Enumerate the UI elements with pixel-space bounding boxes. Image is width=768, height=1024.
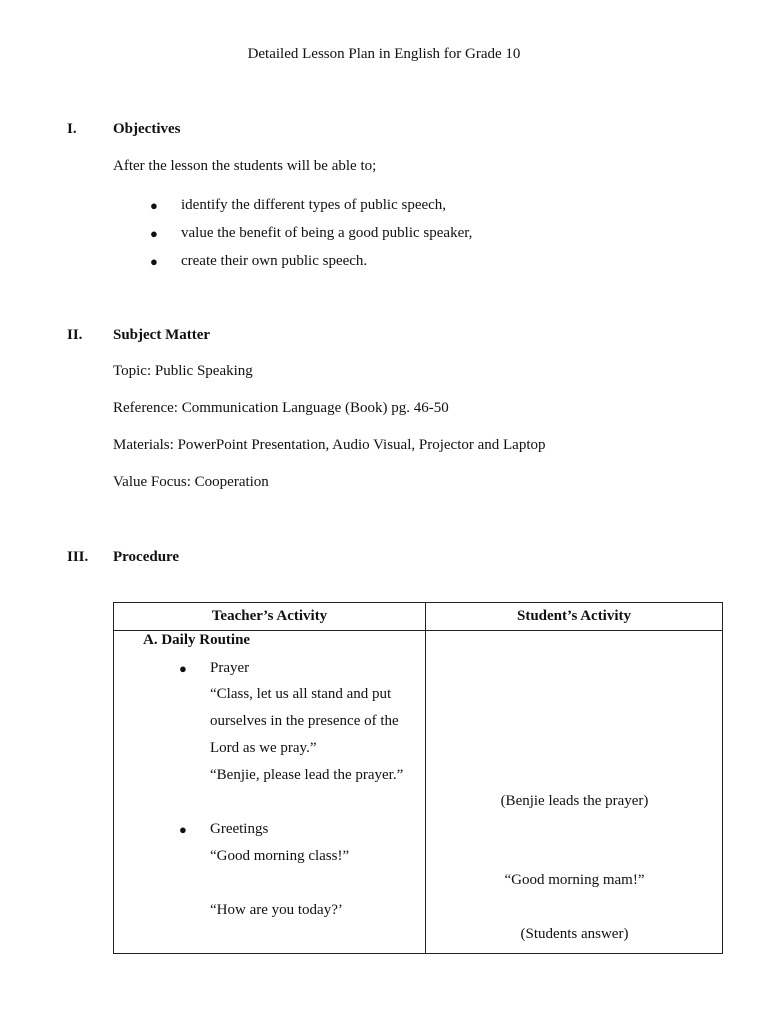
- student-line: (Benjie leads the prayer): [500, 793, 649, 809]
- table-header-row: [114, 603, 723, 631]
- objective-item: value the benefit of being a good public speaker,: [181, 225, 473, 241]
- procedure-heading: Procedure: [113, 549, 180, 565]
- student-activity-cell: [426, 631, 723, 954]
- reference-line: Reference: Communication Language (Book) pg. 46-50: [113, 400, 449, 416]
- topic-line: Topic: Public Speaking: [113, 363, 253, 379]
- teacher-line: “Class, let us all stand and put: [210, 686, 392, 702]
- teacher-line: “Good morning class!”: [210, 848, 350, 864]
- objective-item: create their own public speech.: [181, 253, 368, 269]
- document-title: Detailed Lesson Plan in English for Grade 10: [247, 46, 521, 62]
- objectives-intro: After the lesson the students will be able to;: [113, 158, 377, 174]
- procedure-number: III.: [67, 549, 89, 565]
- daily-routine-heading: A. Daily Routine: [143, 632, 251, 648]
- bullet-icon: ●: [150, 226, 158, 241]
- materials-line: Materials: PowerPoint Presentation, Audio Visual, Projector and Laptop: [113, 437, 546, 453]
- table-row: [114, 631, 723, 954]
- bullet-icon: ●: [179, 661, 187, 676]
- subject-matter-number: II.: [67, 327, 83, 343]
- objectives-number: I.: [67, 121, 77, 137]
- teacher-line: ourselves in the presence of the: [210, 713, 399, 729]
- bullet-icon: ●: [150, 254, 158, 269]
- value-focus-line: Value Focus: Cooperation: [113, 474, 269, 490]
- procedure-table: [113, 602, 723, 954]
- bullet-icon: ●: [179, 822, 187, 837]
- teacher-line: Lord as we pray.”: [210, 740, 317, 756]
- teacher-line: “Benjie, please lead the prayer.”: [210, 767, 404, 783]
- objectives-heading: Objectives: [113, 121, 181, 137]
- subject-matter-heading: Subject Matter: [113, 327, 211, 343]
- student-line: “Good morning mam!”: [504, 872, 645, 888]
- student-activity-header: Student’s Activity: [426, 603, 723, 631]
- objective-item: identify the different types of public speech,: [181, 197, 447, 213]
- bullet-icon: ●: [150, 198, 158, 213]
- greetings-label: Greetings: [210, 821, 269, 837]
- prayer-label: Prayer: [210, 660, 250, 676]
- student-line: (Students answer): [520, 926, 629, 942]
- teacher-activity-cell: [114, 631, 426, 954]
- teacher-activity-header: Teacher’s Activity: [114, 603, 426, 631]
- teacher-line: “How are you today?’: [210, 902, 343, 918]
